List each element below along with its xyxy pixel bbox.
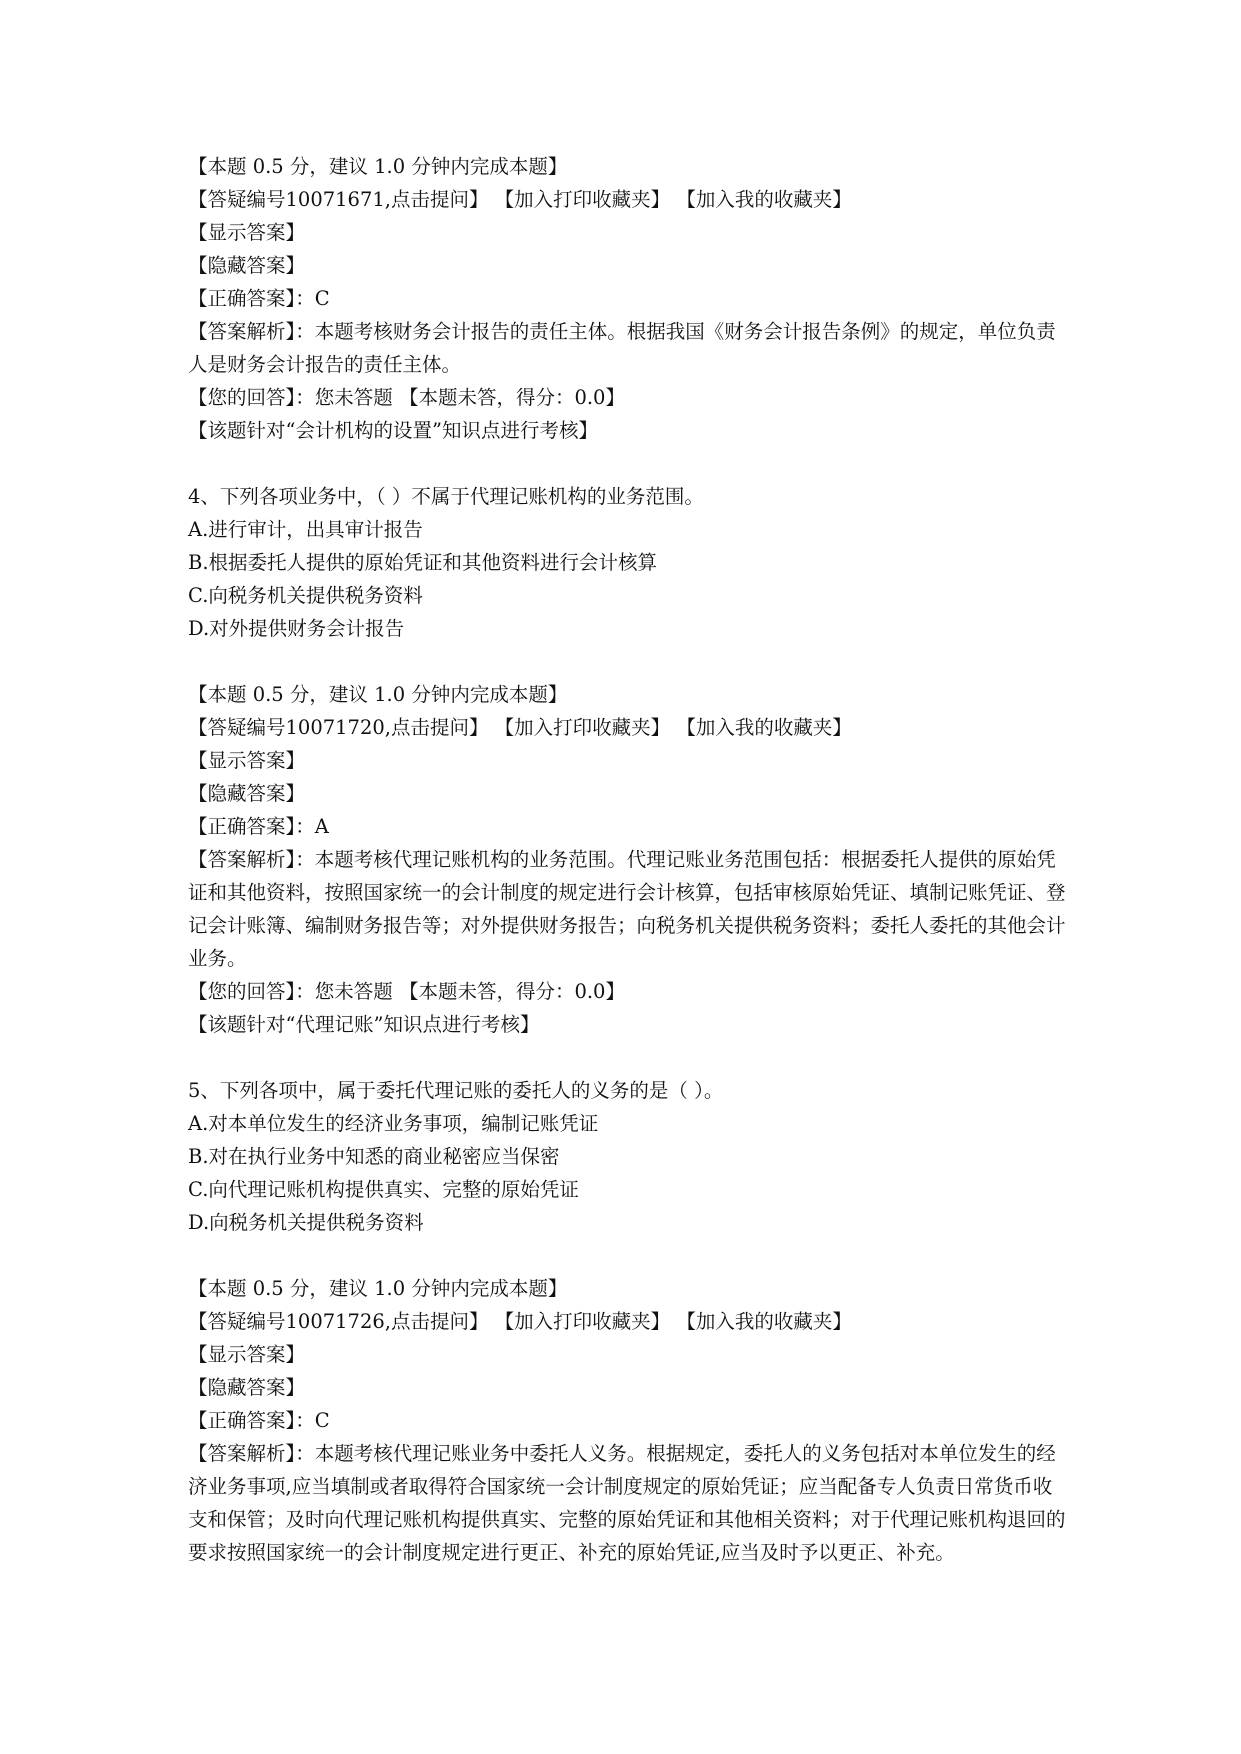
ask-question-link[interactable]: 【答疑编号10071671,点击提问】 (188, 188, 489, 211)
option-d: D.对外提供财务会计报告 (188, 617, 405, 640)
action-row (188, 711, 1068, 744)
hide-answer-link[interactable]: 【隐藏答案】 (188, 254, 306, 277)
option-d: D.向税务机关提供税务资料 (188, 1211, 424, 1234)
show-answer-link[interactable]: 【显示答案】 (188, 221, 306, 244)
option-a: A.对本单位发生的经济业务事项，编制记账凭证 (188, 1112, 599, 1135)
question-stem: 4、下列各项业务中，（ ）不属于代理记账机构的业务范围。 (188, 485, 704, 508)
option-b: B.对在执行业务中知悉的商业秘密应当保密 (188, 1145, 560, 1168)
question-5 (188, 1074, 1068, 1569)
score-info: 【本题 0.5 分，建议 1.0 分钟内完成本题】 (188, 155, 568, 178)
question-3-answer-block (188, 150, 1068, 447)
option-c: C.向代理记账机构提供真实、完整的原始凭证 (188, 1178, 579, 1201)
answer-analysis: 【答案解析】：本题考核代理记账业务中委托人义务。根据规定，委托人的义务包括对本单位发生的经济业务事项,应当填制或者取得符合国家统一会计制度规定的原始凭证；应当配备专人负责日常货币收支和保管；及时向代理记账机构提供真实、完整的原始凭证和其他相关资料；对于代理记账机构退回的要求按照国家统一的会计制度规定进行更正、补充的原始凭证,应当及时予以更正、补充。 (188, 1442, 1066, 1564)
show-answer-link[interactable]: 【显示答案】 (188, 1343, 306, 1366)
add-my-favorites-link[interactable]: 【加入我的收藏夹】 (676, 188, 852, 211)
answer-analysis: 【答案解析】：本题考核代理记账机构的业务范围。代理记账业务范围包括：根据委托人提供的原始凭证和其他资料，按照国家统一的会计制度的规定进行会计核算，包括审核原始凭证、填制记账凭证、登记会计账簿、编制财务报告等；对外提供财务报告；向税务机关提供税务资料；委托人委托的其他会计业务。 (188, 848, 1066, 970)
question-4 (188, 480, 1068, 1041)
option-b: B.根据委托人提供的原始凭证和其他资料进行会计核算 (188, 551, 658, 574)
question-stem: 5、下列各项中，属于委托代理记账的委托人的义务的是（ ）。 (188, 1079, 724, 1102)
option-c: C.向税务机关提供税务资料 (188, 584, 423, 607)
add-my-favorites-link[interactable]: 【加入我的收藏夹】 (676, 1310, 852, 1333)
add-print-favorites-link[interactable]: 【加入打印收藏夹】 (494, 188, 671, 211)
correct-answer: 【正确答案】：C (188, 287, 330, 310)
ask-question-link[interactable]: 【答疑编号10071720,点击提问】 (188, 716, 489, 739)
answer-analysis: 【答案解析】：本题考核财务会计报告的责任主体。根据我国《财务会计报告条例》的规定，单位负责人是财务会计报告的责任主体。 (188, 320, 1056, 376)
knowledge-point: 【该题针对“会计机构的设置”知识点进行考核】 (188, 419, 598, 442)
knowledge-point: 【该题针对“代理记账”知识点进行考核】 (188, 1013, 540, 1036)
your-answer: 【您的回答】：您未答题 【本题未答，得分：0.0】 (188, 386, 625, 409)
add-my-favorites-link[interactable]: 【加入我的收藏夹】 (676, 716, 852, 739)
add-print-favorites-link[interactable]: 【加入打印收藏夹】 (494, 716, 671, 739)
action-row (188, 183, 1068, 216)
correct-answer: 【正确答案】：A (188, 815, 329, 838)
hide-answer-link[interactable]: 【隐藏答案】 (188, 1376, 306, 1399)
show-answer-link[interactable]: 【显示答案】 (188, 749, 306, 772)
document-page (188, 150, 1068, 1569)
action-row (188, 1305, 1068, 1338)
correct-answer: 【正确答案】：C (188, 1409, 330, 1432)
score-info: 【本题 0.5 分，建议 1.0 分钟内完成本题】 (188, 683, 568, 706)
hide-answer-link[interactable]: 【隐藏答案】 (188, 782, 306, 805)
add-print-favorites-link[interactable]: 【加入打印收藏夹】 (494, 1310, 671, 1333)
option-a: A.进行审计，出具审计报告 (188, 518, 423, 541)
ask-question-link[interactable]: 【答疑编号10071726,点击提问】 (188, 1310, 489, 1333)
your-answer: 【您的回答】：您未答题 【本题未答，得分：0.0】 (188, 980, 625, 1003)
score-info: 【本题 0.5 分，建议 1.0 分钟内完成本题】 (188, 1277, 568, 1300)
